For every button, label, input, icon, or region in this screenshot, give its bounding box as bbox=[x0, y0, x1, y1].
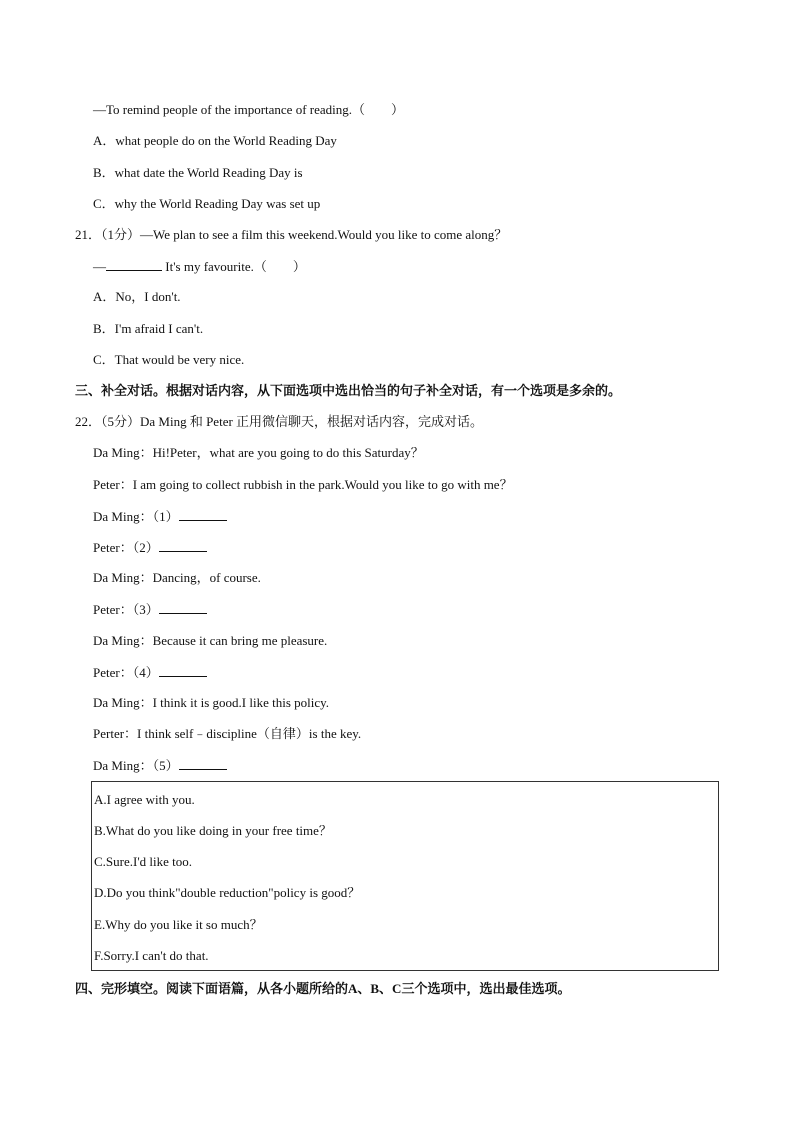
dialogue-blank-1[interactable] bbox=[179, 508, 227, 521]
q20-option-c[interactable]: C．why the World Reading Day was set up bbox=[93, 196, 321, 211]
q21-option-b[interactable]: B．I'm afraid I can't. bbox=[93, 321, 204, 336]
dialogue-line: Da Ming：Because it can bring me pleasure. bbox=[93, 633, 328, 648]
choice-b[interactable]: B.What do you like doing in your free time？ bbox=[94, 823, 332, 838]
q20-option-a[interactable]: A．what people do on the World Reading Day bbox=[93, 133, 337, 148]
q22-stem: 22．（5分）Da Ming 和 Peter 正用微信聊天，根据对话内容，完成对话。 bbox=[75, 414, 484, 429]
q21-answer-blank[interactable] bbox=[106, 258, 162, 271]
dialogue-line bbox=[93, 508, 227, 525]
section3-heading: 三、补全对话。根据对话内容，从下面选项中选出恰当的句子补全对话，有一个选项是多余的。 bbox=[75, 383, 622, 398]
dialogue-line: Da Ming：I think it is good.I like this policy. bbox=[93, 695, 330, 710]
section4-heading: 四、完形填空。阅读下面语篇，从各小题所给的A、B、C三个选项中，选出最佳选项。 bbox=[75, 981, 571, 996]
dialogue-line: Da Ming：Dancing，of course. bbox=[93, 570, 261, 585]
q21-reply-prefix: — bbox=[93, 259, 106, 274]
choice-f[interactable]: F.Sorry.I can't do that. bbox=[94, 948, 209, 963]
dialogue-line bbox=[93, 539, 207, 556]
dialogue-speaker: Da Ming：（5） bbox=[93, 758, 179, 773]
dialogue-line: Da Ming：Hi!Peter，what are you going to do this Saturday？ bbox=[93, 445, 424, 460]
q20-option-b[interactable]: B．what date the World Reading Day is bbox=[93, 165, 303, 180]
dialogue-blank-5[interactable] bbox=[179, 757, 227, 770]
choices-box bbox=[91, 781, 719, 971]
dialogue-speaker: Peter：（4） bbox=[93, 665, 159, 680]
dialogue-speaker: Peter：（2） bbox=[93, 540, 159, 555]
dialogue-line bbox=[93, 601, 207, 618]
q21-option-a[interactable]: A．No，I don't. bbox=[93, 289, 181, 304]
dialogue-line bbox=[93, 757, 227, 774]
choice-c[interactable]: C.Sure.I'd like too. bbox=[94, 854, 193, 869]
choice-a[interactable]: A.I agree with you. bbox=[94, 792, 195, 807]
dialogue-line: Peter：I am going to collect rubbish in the park.Would you like to go with me？ bbox=[93, 477, 513, 492]
q21-reply-suffix: It's my favourite.（ ） bbox=[162, 259, 306, 274]
dialogue-line: Perter：I think self﹣discipline（自律）is the key. bbox=[93, 726, 362, 741]
q20-answer-line: —To remind people of the importance of reading.（ ） bbox=[93, 102, 405, 117]
q21-option-c[interactable]: C．That would be very nice. bbox=[93, 352, 245, 367]
choice-e[interactable]: E.Why do you like it so much？ bbox=[94, 917, 263, 932]
q21-stem: 21．（1分）—We plan to see a film this weekend.Would you like to come along？ bbox=[75, 227, 508, 242]
dialogue-blank-4[interactable] bbox=[159, 664, 207, 677]
choice-d[interactable]: D.Do you think"double reduction"policy is good？ bbox=[94, 885, 361, 900]
q21-reply bbox=[93, 258, 306, 275]
dialogue-blank-2[interactable] bbox=[159, 539, 207, 552]
dialogue-line bbox=[93, 664, 207, 681]
dialogue-speaker: Da Ming：（1） bbox=[93, 509, 179, 524]
dialogue-speaker: Peter：（3） bbox=[93, 602, 159, 617]
dialogue-blank-3[interactable] bbox=[159, 601, 207, 614]
